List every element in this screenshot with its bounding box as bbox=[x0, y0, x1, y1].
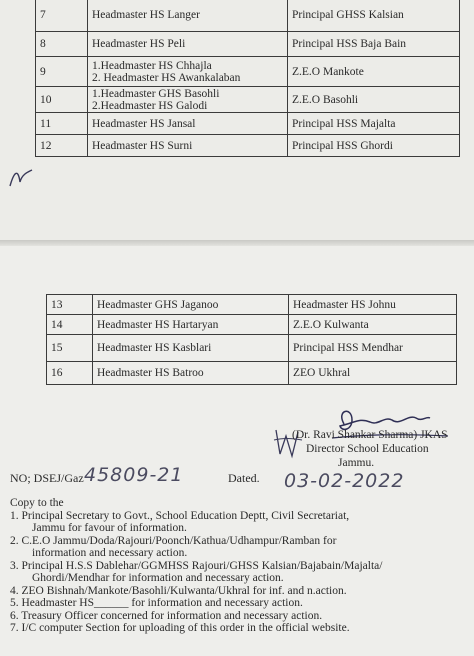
transfer-table-bottom bbox=[46, 294, 457, 385]
transfer-from bbox=[93, 295, 289, 315]
table-row bbox=[36, 57, 460, 87]
transfer-from-line: Headmaster HS Batroo bbox=[97, 367, 204, 379]
serial-number: 13 bbox=[47, 295, 93, 315]
transfer-from bbox=[88, 87, 288, 113]
transfer-to: Headmaster HS Johnu bbox=[289, 295, 457, 315]
transfer-from bbox=[88, 135, 288, 157]
transfer-to: Principal GHSS Kalsian bbox=[288, 0, 460, 32]
transfer-from bbox=[88, 57, 288, 87]
copy-to-item: 5. Headmaster HS______ for information and necessary action. bbox=[10, 597, 303, 609]
transfer-from-line: Headmaster HS Peli bbox=[92, 38, 186, 50]
transfer-from bbox=[93, 335, 289, 362]
table-row bbox=[47, 335, 457, 362]
date-handwritten: 03-02-2022 bbox=[284, 470, 405, 492]
copy-to-item: information and necessary action. bbox=[32, 547, 188, 559]
transfer-from-line: Headmaster HS Langer bbox=[92, 9, 200, 21]
table-row bbox=[36, 0, 460, 32]
transfer-from-line: Headmaster HS Hartaryan bbox=[97, 318, 219, 331]
serial-number: 10 bbox=[36, 87, 88, 113]
serial-number: 16 bbox=[47, 362, 93, 385]
transfer-from-line: 1.Headmaster GHS Basohli bbox=[92, 87, 220, 100]
transfer-to: Principal HSS Ghordi bbox=[288, 135, 460, 157]
copy-to-item: 3. Principal H.S.S Dablehar/GGMHSS Rajouri/GHSS Kalsian/Bajabain/Majalta/ bbox=[10, 559, 383, 572]
table-row bbox=[36, 113, 460, 135]
transfer-from bbox=[93, 362, 289, 385]
transfer-to: Z.E.O Basohli bbox=[288, 87, 460, 113]
table-row bbox=[47, 362, 457, 385]
transfer-from-line: 1.Headmaster HS Chhajla bbox=[92, 59, 212, 72]
table-row bbox=[36, 87, 460, 113]
signatory-title: Director School Education bbox=[306, 443, 429, 455]
transfer-from-line: Headmaster HS Surni bbox=[92, 139, 193, 152]
copy-to-item: 4. ZEO Bishnah/Mankote/Basohli/Kulwanta/Ukhral for inf. and n.action. bbox=[10, 584, 347, 597]
transfer-from-line: Headmaster GHS Jaganoo bbox=[97, 298, 219, 311]
copy-to-item: 6. Treasury Officer concerned for information and necessary action. bbox=[10, 609, 323, 622]
serial-number: 9 bbox=[36, 57, 88, 87]
order-number-label: NO; DSEJ/Gaz bbox=[10, 471, 84, 485]
serial-number: 8 bbox=[36, 32, 88, 57]
serial-number: 11 bbox=[36, 113, 88, 135]
copy-to-list bbox=[10, 497, 470, 635]
order-number-handwritten: 45809-21 bbox=[84, 464, 184, 486]
table-row bbox=[47, 315, 457, 335]
transfer-from-line: Headmaster HS Jansal bbox=[92, 117, 196, 130]
copy-to-item: 1. Principal Secretary to Govt., School Education Deptt, Civil Secretariat, bbox=[10, 509, 350, 522]
transfer-table-top bbox=[35, 0, 460, 157]
copy-to-heading: Copy to the bbox=[10, 497, 64, 509]
serial-number: 12 bbox=[36, 135, 88, 157]
transfer-from bbox=[88, 113, 288, 135]
table-row bbox=[36, 32, 460, 57]
transfer-from-line: Headmaster HS Kasblari bbox=[97, 342, 212, 354]
margin-tick-mark bbox=[6, 164, 36, 190]
signatory-name: (Dr. Ravi Shankar Sharma) JKAS bbox=[292, 429, 448, 441]
transfer-from bbox=[88, 0, 288, 32]
transfer-to: Z.E.O Kulwanta bbox=[289, 315, 457, 335]
copy-to-item: 7. I/C computer Section for uploading of this order in the official website. bbox=[10, 622, 350, 634]
transfer-from-line: 2. Headmaster HS Awankalaban bbox=[92, 71, 241, 84]
transfer-to: Principal HSS Mendhar bbox=[289, 335, 457, 362]
signatory-place: Jammu. bbox=[338, 457, 375, 469]
copy-to-item: Ghordi/Mendhar for information and necessary action. bbox=[32, 572, 284, 584]
serial-number: 15 bbox=[47, 335, 93, 362]
copy-to-item: Jammu for favour of information. bbox=[32, 522, 187, 534]
table-row bbox=[36, 135, 460, 157]
transfer-to: Principal HSS Baja Bain bbox=[288, 32, 460, 57]
transfer-from bbox=[93, 315, 289, 335]
transfer-to: Z.E.O Mankote bbox=[288, 57, 460, 87]
dated-label: Dated. bbox=[228, 471, 260, 485]
copy-to-item: 2. C.E.O Jammu/Doda/Rajouri/Poonch/Kathua/Udhampur/Ramban for bbox=[10, 534, 337, 547]
page-top-section bbox=[0, 0, 474, 240]
transfer-to: Principal HSS Majalta bbox=[288, 113, 460, 135]
transfer-to: ZEO Ukhral bbox=[289, 362, 457, 385]
serial-number: 7 bbox=[36, 0, 88, 32]
transfer-from bbox=[88, 32, 288, 57]
table-row bbox=[47, 295, 457, 315]
transfer-from-line: 2.Headmaster HS Galodi bbox=[92, 99, 208, 112]
serial-number: 14 bbox=[47, 315, 93, 335]
